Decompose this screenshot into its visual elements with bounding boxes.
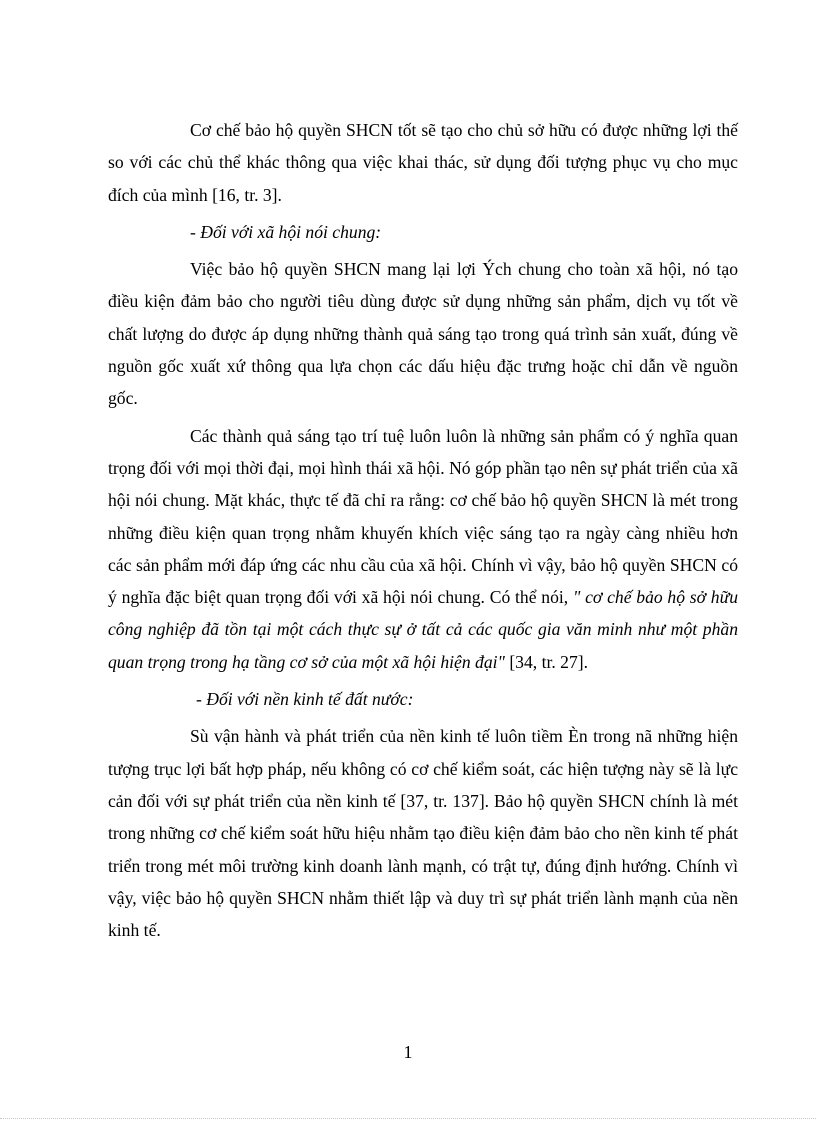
paragraph-creative-achievements	[108, 420, 738, 678]
heading-society: - Đối với xã hội nói chung:	[190, 221, 382, 242]
paragraph-economy: Sù vận hành và phát triển của nền kinh tế luôn tiềm Èn trong nã những hiện tượng trục lợi bất hợp pháp, nếu không có cơ chế kiểm soát, các hiện tượng này sẽ là lực cản đối với sự phát triển của nền kinh tế [37, tr. 137]. Bảo hộ quyền SHCN chính là mét trong những cơ chế kiểm soát hữu hiệu nhằm tạo điều kiện đảm bảo cho nền kinh tế phát triển trong mét môi trường kinh doanh lành mạnh, có trật tự, đúng định hướng. Chính vì vậy, việc bảo hộ quyền SHCN nhằm thiết lập và duy trì sự phát triển lành mạnh của nền kinh tế.	[108, 726, 738, 941]
citation-text: [34, tr. 27].	[504, 651, 588, 672]
quote-text: " cơ chế bảo hộ sở hữu công nghiệp đã tồn tại một cách thực sự ở tất cả các quốc gia văn minh như một phần quan trọng trong hạ tầng cơ sở của một xã hội hiện đại"	[108, 587, 738, 672]
page-bottom-border	[0, 1118, 816, 1119]
paragraph-shcn-benefit-owner: Cơ chế bảo hộ quyền SHCN tốt sẽ tạo cho chủ sở hữu có được những lợi thế so với các chủ thể khác thông qua việc khai thác, sử dụng đối tượng phục vụ cho mục đích của mình [16, tr. 3].	[108, 120, 738, 205]
document-body	[108, 114, 738, 951]
page-number: 1	[403, 1042, 413, 1062]
paragraph-text-before-quote: Các thành quả sáng tạo trí tuệ luôn luôn là những sản phẩm có ý nghĩa quan trọng đối với mọi thời đại, mọi hình thái xã hội. Nó góp phần tạo nên sự phát triển của xã hội nói chung. Mặt khác, thực tế đã chỉ ra rằng: cơ chế bảo hộ quyền SHCN là mét trong những điều kiện quan trọng nhằm khuyến khích việc sáng tạo ra ngày càng nhiều hơn các sản phẩm mới đáp ứng các nhu cầu của xã hội. Chính vì vậy, bảo hộ quyền SHCN có ý nghĩa đặc biệt quan trọng đối với xã hội nói chung. Có thể nói,	[108, 425, 738, 608]
paragraph-shcn-benefit-society: Việc bảo hộ quyền SHCN mang lại lợi Ých chung cho toàn xã hội, nó tạo điều kiện đảm bảo cho người tiêu dùng được sử dụng những sản phẩm, dịch vụ tốt về chất lượng do được áp dụng những thành quả sáng tạo trong quá trình sản xuất, đúng về nguồn gốc xuất xứ thông qua lựa chọn các dấu hiệu đặc trưng hoặc chỉ dẫn về nguồn gốc.	[108, 259, 738, 409]
heading-economy: - Đối với nền kinh tế đất nước:	[196, 689, 414, 710]
